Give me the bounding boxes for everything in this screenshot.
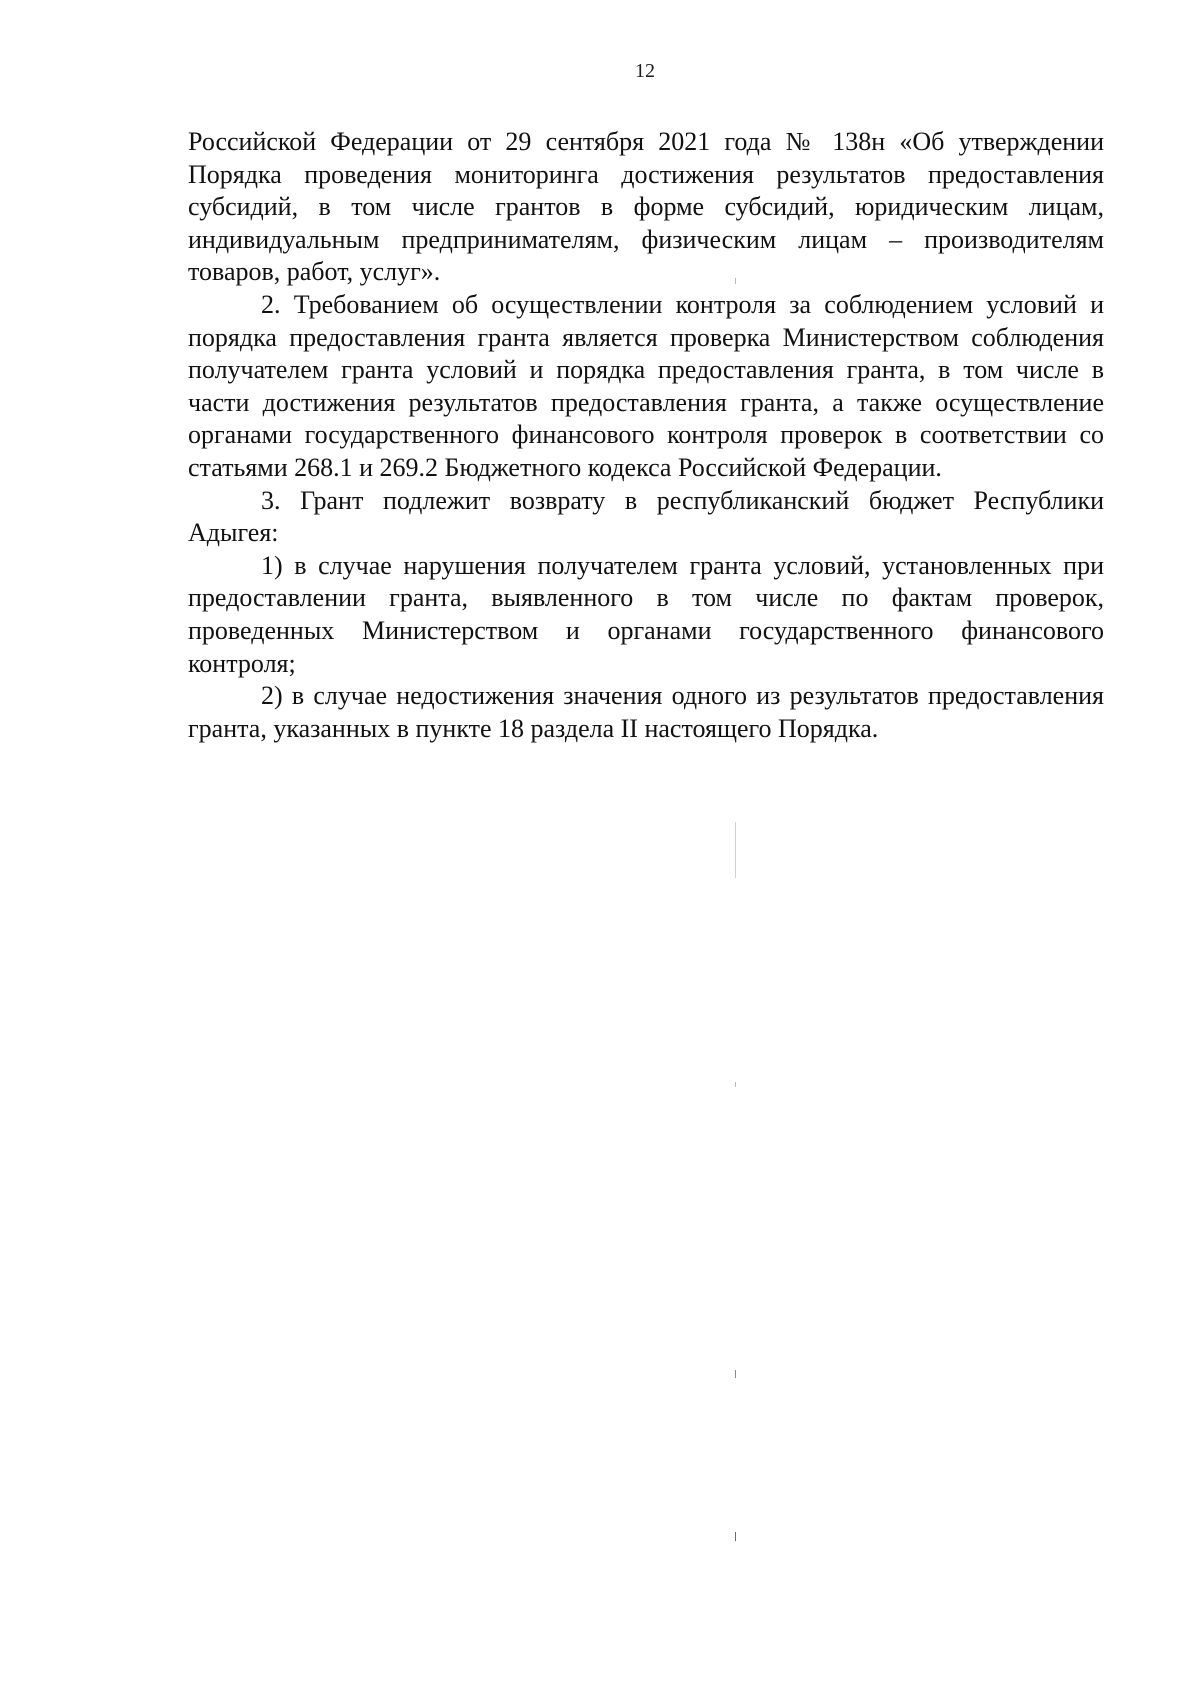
paragraph-item-3: 3. Грант подлежит возврату в республиканский бюджет Республики Адыгея:	[188, 485, 1104, 548]
scan-speck	[735, 822, 736, 878]
scan-speck	[735, 1532, 736, 1541]
paragraph-continuation: Российской Федерации от 29 сентября 2021 года № 138н «Об утверждении Порядка проведения мониторинга достижения результатов предоставления субсидий, в том числе грантов в форме субсидий, юридическим лицам, индивидуальным предпринимателям, физическим лицам – производителям товаров, работ, услуг».	[188, 127, 1104, 287]
paragraph-item-2: 2. Требованием об осуществлении контроля за соблюдением условий и порядка предоставления гранта является проверка Министерством соблюдения получателем гранта условий и порядка предоставления гранта, в том числе в части достижения результатов предоставления гранта, а также осуществление органами государственного финансового контроля проверок в соответствии со статьями 268.1 и 269.2 Бюджетного кодекса Российской Федерации.	[188, 289, 1104, 482]
paragraph-subitem-1: 1) в случае нарушения получателем гранта условий, установленных при предоставлении гранта, выявленного в том числе по фактам проверок, проведенных Министерством и органами государственного финансового контроля;	[188, 550, 1104, 678]
page-number: 12	[635, 60, 655, 82]
scan-speck	[735, 1370, 736, 1378]
document-body	[188, 126, 1104, 745]
paragraph-subitem-2: 2) в случае недостижения значения одного из результатов предоставления гранта, указанных в пункте 18 раздела II настоящего Порядка.	[188, 681, 1104, 743]
scan-speck	[735, 278, 736, 284]
scan-speck	[735, 1082, 736, 1087]
